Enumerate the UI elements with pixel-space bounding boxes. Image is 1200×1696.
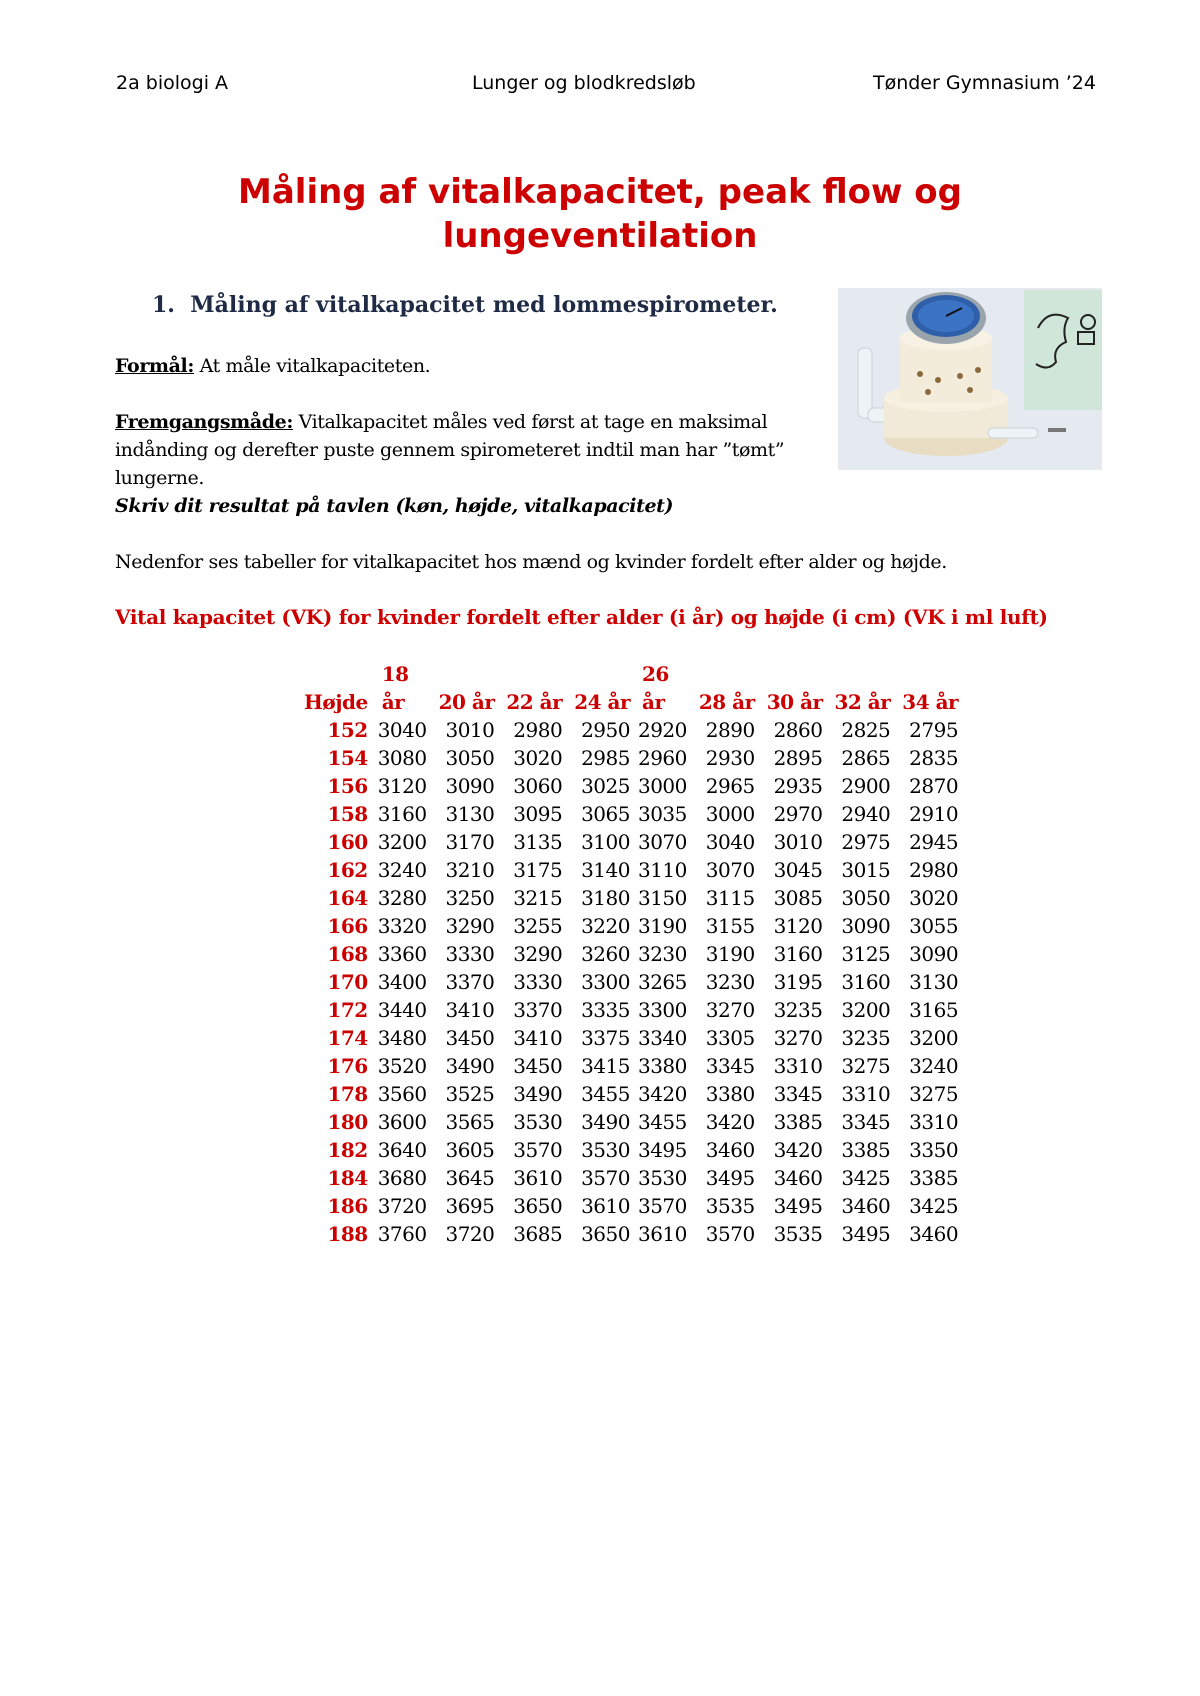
- purpose-text: At måle vitalkapaciteten.: [193, 355, 431, 377]
- table-cell: 3570: [637, 1194, 687, 1218]
- table-cell: 2980: [513, 718, 563, 742]
- table-cell: 3525: [445, 1082, 495, 1106]
- table-cell: 2985: [581, 746, 630, 770]
- table-cell: 2965: [705, 774, 755, 798]
- spirometer-photo: [838, 288, 1102, 470]
- table-cell: 3460: [841, 1194, 891, 1218]
- column-header-top: [767, 660, 823, 688]
- table-cell: 3370: [445, 970, 495, 994]
- table-cell: 2950: [581, 718, 630, 742]
- table-cell: 3455: [637, 1110, 687, 1134]
- table-cell: 3495: [705, 1166, 755, 1190]
- table-cell: 3310: [773, 1054, 823, 1078]
- table-cell: 3410: [513, 1026, 563, 1050]
- column-header-bottom: 24 år: [574, 690, 630, 714]
- row-height-label: 170: [327, 970, 368, 994]
- column-header: [431, 660, 499, 716]
- table-cell: 3320: [377, 914, 427, 938]
- table-cell: 3200: [841, 998, 891, 1022]
- table-cell: 3305: [705, 1026, 755, 1050]
- table-cell: 3190: [637, 914, 687, 938]
- table-cell: 3090: [841, 914, 891, 938]
- table-cell: 3380: [637, 1054, 687, 1078]
- table-cell: 3300: [581, 970, 630, 994]
- column-header-bottom: 30 år: [766, 690, 823, 714]
- table-row: [300, 1024, 962, 1052]
- table-cell: 3460: [705, 1138, 755, 1162]
- table-cell: 3235: [773, 998, 823, 1022]
- table-cell: 3455: [581, 1082, 630, 1106]
- table-cell: 3450: [513, 1054, 563, 1078]
- row-height-label: 160: [327, 830, 368, 854]
- table-cell: 3645: [445, 1166, 495, 1190]
- table-row: [300, 1164, 962, 1192]
- table-cell: 3385: [773, 1110, 823, 1134]
- row-height-label: 186: [327, 1194, 368, 1218]
- table-cell: 3460: [773, 1166, 823, 1190]
- table-cell: 2980: [909, 858, 959, 882]
- table-cell: 3095: [513, 802, 563, 826]
- table-cell: 3310: [841, 1082, 891, 1106]
- column-header: [826, 660, 894, 716]
- table-cell: 3490: [513, 1082, 563, 1106]
- table-cell: 3440: [377, 998, 427, 1022]
- table-cell: 3160: [841, 970, 891, 994]
- table-cell: 3190: [705, 942, 755, 966]
- table-cell: 3570: [581, 1166, 630, 1190]
- table-cell: 3055: [909, 914, 959, 938]
- column-header-bottom: 32 år: [834, 690, 891, 714]
- table-cell: 3010: [445, 718, 495, 742]
- procedure-paragraph: [115, 408, 784, 520]
- table-cell: 3220: [581, 914, 630, 938]
- table-cell: 2860: [773, 718, 823, 742]
- table-cell: 3450: [445, 1026, 495, 1050]
- table-cell: 3570: [705, 1222, 755, 1246]
- table-cell: 3460: [909, 1222, 959, 1246]
- table-row: [300, 996, 962, 1024]
- table-row: [300, 1080, 962, 1108]
- table-cell: 3050: [841, 886, 891, 910]
- table-cell: 3420: [773, 1138, 823, 1162]
- table-cell: 3230: [637, 942, 687, 966]
- table-cell: 3070: [705, 858, 755, 882]
- table-cell: 3380: [705, 1082, 755, 1106]
- table-cell: 3270: [773, 1026, 823, 1050]
- table-cell: 3200: [909, 1026, 959, 1050]
- table-cell: 2975: [841, 830, 891, 854]
- table-cell: 3640: [377, 1138, 427, 1162]
- table-cell: 3345: [841, 1110, 891, 1134]
- column-header: [498, 660, 566, 716]
- table-cell: 3060: [513, 774, 563, 798]
- table-cell: 3260: [581, 942, 630, 966]
- table-cell: 3025: [581, 774, 630, 798]
- table-cell: 3375: [581, 1026, 630, 1050]
- table-cell: 3115: [705, 886, 755, 910]
- table-cell: 2900: [841, 774, 891, 798]
- section-heading: [152, 292, 778, 318]
- row-height-label: 164: [327, 886, 368, 910]
- table-row: [300, 884, 962, 912]
- table-cell: 2795: [909, 718, 959, 742]
- table-cell: 3520: [377, 1054, 427, 1078]
- row-height-label: 154: [327, 746, 368, 770]
- table-cell: 2930: [705, 746, 755, 770]
- table-cell: 3110: [637, 858, 687, 882]
- procedure-line2: indånding og derefter puste gennem spirometeret indtil man har ”tømt”: [115, 439, 785, 461]
- header-topic: Lunger og blodkredsløb: [472, 72, 696, 94]
- table-cell: 3570: [513, 1138, 563, 1162]
- section-heading-text: Måling af vitalkapacitet med lommespirometer.: [190, 292, 778, 318]
- row-height-label: 180: [327, 1110, 368, 1134]
- table-cell: 3490: [445, 1054, 495, 1078]
- column-header-top: 26: [641, 662, 669, 686]
- table-cell: 2870: [909, 774, 959, 798]
- table-cell: 3610: [581, 1194, 630, 1218]
- table-header-row: [300, 660, 962, 716]
- table-cell: 3050: [445, 746, 495, 770]
- table-title: Vital kapacitet (VK) for kvinder fordelt efter alder (i år) og højde (i cm) (VK i ml luft): [115, 605, 1048, 629]
- table-cell: 2890: [705, 718, 755, 742]
- table-cell: 3265: [637, 970, 687, 994]
- column-header-top: [834, 660, 890, 688]
- table-row: [300, 940, 962, 968]
- table-cell: 3010: [773, 830, 823, 854]
- table-cell: 2935: [773, 774, 823, 798]
- table-row: [300, 968, 962, 996]
- row-height-label: 174: [327, 1026, 368, 1050]
- table-row: [300, 828, 962, 856]
- header-school: Tønder Gymnasium ’24: [872, 72, 1096, 94]
- table-cell: 3600: [377, 1110, 427, 1134]
- table-cell: 3335: [581, 998, 630, 1022]
- table-cell: 3000: [637, 774, 687, 798]
- table-cell: 3410: [445, 998, 495, 1022]
- table-cell: 3275: [841, 1054, 891, 1078]
- table-cell: 3080: [377, 746, 427, 770]
- table-cell: 3310: [909, 1110, 959, 1134]
- table-cell: 3240: [377, 858, 427, 882]
- row-height-label: 158: [327, 802, 368, 826]
- table-cell: 2970: [773, 802, 823, 826]
- table-cell: 3420: [705, 1110, 755, 1134]
- column-header-bottom: 20 år: [438, 690, 495, 714]
- table-cell: 3250: [445, 886, 495, 910]
- purpose-label: Formål:: [115, 355, 194, 377]
- table-cell: 3175: [513, 858, 563, 882]
- table-cell: 3720: [445, 1222, 495, 1246]
- table-cell: 3160: [773, 942, 823, 966]
- row-height-label: 152: [327, 718, 368, 742]
- table-cell: 3130: [909, 970, 959, 994]
- procedure-label: Fremgangsmåde:: [115, 411, 293, 433]
- table-cell: 3695: [445, 1194, 495, 1218]
- table-row: [300, 1136, 962, 1164]
- table-cell: 3040: [705, 830, 755, 854]
- table-cell: 3530: [581, 1138, 630, 1162]
- table-cell: 3420: [637, 1082, 687, 1106]
- table-cell: 3180: [581, 886, 630, 910]
- table-cell: 3040: [377, 718, 427, 742]
- table-cell: 3140: [581, 858, 630, 882]
- table-cell: 3280: [377, 886, 427, 910]
- table-cell: 3495: [841, 1222, 891, 1246]
- table-cell: 3330: [445, 942, 495, 966]
- table-cell: 3360: [377, 942, 427, 966]
- table-row: [300, 800, 962, 828]
- table-cell: 3000: [705, 802, 755, 826]
- table-cell: 3565: [445, 1110, 495, 1134]
- column-header: [566, 660, 634, 716]
- table-cell: 3090: [909, 942, 959, 966]
- table-cell: 3035: [637, 802, 687, 826]
- table-cell: 3130: [445, 802, 495, 826]
- table-cell: 3200: [377, 830, 427, 854]
- column-header: [691, 660, 759, 716]
- table-cell: 3400: [377, 970, 427, 994]
- table-cell: 3230: [705, 970, 755, 994]
- table-cell: 3020: [909, 886, 959, 910]
- page-title: [150, 170, 1050, 258]
- table-cell: 2910: [909, 802, 959, 826]
- table-cell: 2895: [773, 746, 823, 770]
- table-cell: 3235: [841, 1026, 891, 1050]
- table-cell: 3650: [513, 1194, 563, 1218]
- table-cell: 3415: [581, 1054, 630, 1078]
- table-cell: 3070: [637, 830, 687, 854]
- row-height-label: 182: [327, 1138, 368, 1162]
- column-header-bottom: 28 år: [698, 690, 755, 714]
- table-cell: 3425: [841, 1166, 891, 1190]
- column-header-top: [699, 660, 755, 688]
- purpose-paragraph: [115, 352, 430, 380]
- table-cell: 3100: [581, 830, 630, 854]
- column-header-top: [574, 660, 630, 688]
- row-height-label: 172: [327, 998, 368, 1022]
- table-cell: 3685: [513, 1222, 563, 1246]
- table-cell: 3290: [445, 914, 495, 938]
- section-number: 1.: [152, 292, 175, 318]
- table-cell: 3610: [637, 1222, 687, 1246]
- table-cell: 3300: [637, 998, 687, 1022]
- column-header: [374, 660, 431, 716]
- column-header-bottom: år: [381, 690, 405, 714]
- table-cell: 3480: [377, 1026, 427, 1050]
- table-cell: 3165: [909, 998, 959, 1022]
- row-height-label: 166: [327, 914, 368, 938]
- table-cell: 3345: [705, 1054, 755, 1078]
- table-row: [300, 1192, 962, 1220]
- row-height-label: 178: [327, 1082, 368, 1106]
- table-cell: 3195: [773, 970, 823, 994]
- table-cell: 3530: [513, 1110, 563, 1134]
- table-cell: 3240: [909, 1054, 959, 1078]
- table-cell: 3495: [637, 1138, 687, 1162]
- table-cell: 3160: [377, 802, 427, 826]
- procedure-instruction: Skriv dit resultat på tavlen (køn, højde, vitalkapacitet): [115, 495, 674, 517]
- table-cell: 3530: [637, 1166, 687, 1190]
- table-cell: 3760: [377, 1222, 427, 1246]
- row-height-label: 188: [327, 1222, 368, 1246]
- table-cell: 3340: [637, 1026, 687, 1050]
- table-cell: 3345: [773, 1082, 823, 1106]
- table-cell: 3385: [909, 1166, 959, 1190]
- vital-capacity-table: [300, 660, 962, 1248]
- column-header-bottom: 22 år: [506, 690, 563, 714]
- table-row: [300, 1220, 962, 1248]
- table-cell: 3125: [841, 942, 891, 966]
- column-header-top: [506, 660, 562, 688]
- page-title-line1: Måling af vitalkapacitet, peak flow og: [238, 172, 962, 212]
- page-header: [116, 72, 1096, 102]
- table-cell: 3215: [513, 886, 563, 910]
- table-row: [300, 772, 962, 800]
- table-cell: 3610: [513, 1166, 563, 1190]
- table-cell: 3120: [773, 914, 823, 938]
- table-cell: 3275: [909, 1082, 959, 1106]
- table-cell: 3085: [773, 886, 823, 910]
- table-cell: 3045: [773, 858, 823, 882]
- row-height-label: 184: [327, 1166, 368, 1190]
- table-cell: 3120: [377, 774, 427, 798]
- page-title-line2: lungeventilation: [442, 216, 758, 256]
- table-cell: 3425: [909, 1194, 959, 1218]
- table-cell: 3270: [705, 998, 755, 1022]
- table-cell: 3605: [445, 1138, 495, 1162]
- column-header: [759, 660, 827, 716]
- header-course: 2a biologi A: [116, 72, 229, 94]
- table-cell: 2920: [637, 718, 687, 742]
- table-cell: 3150: [637, 886, 687, 910]
- table-row: [300, 856, 962, 884]
- column-header: [894, 660, 962, 716]
- table-cell: 2825: [841, 718, 891, 742]
- row-height-label: 168: [327, 942, 368, 966]
- table-cell: 3535: [705, 1194, 755, 1218]
- table-cell: 3210: [445, 858, 495, 882]
- table-cell: 3495: [773, 1194, 823, 1218]
- row-height-label: 156: [327, 774, 368, 798]
- table-row: [300, 1108, 962, 1136]
- table-cell: 3135: [513, 830, 563, 854]
- table-cell: 3170: [445, 830, 495, 854]
- procedure-line1: Vitalkapacitet måles ved først at tage en maksimal: [292, 411, 768, 433]
- table-cell: 2940: [841, 802, 891, 826]
- column-header-bottom: 34 år: [902, 690, 959, 714]
- row-height-label: 162: [327, 858, 368, 882]
- table-row: [300, 912, 962, 940]
- table-cell: 2865: [841, 746, 891, 770]
- table-cell: 2835: [909, 746, 959, 770]
- column-header-top: [902, 660, 958, 688]
- table-cell: 3720: [377, 1194, 427, 1218]
- table-cell: 3370: [513, 998, 563, 1022]
- table-cell: 2960: [637, 746, 687, 770]
- table-cell: 3650: [581, 1222, 630, 1246]
- table-cell: 3385: [841, 1138, 891, 1162]
- column-header-top: 18: [381, 662, 409, 686]
- table-cell: 3255: [513, 914, 563, 938]
- table-cell: 3155: [705, 914, 755, 938]
- table-cell: 3090: [445, 774, 495, 798]
- row-height-label: 176: [327, 1054, 368, 1078]
- intro-paragraph: Nedenfor ses tabeller for vitalkapacitet hos mænd og kvinder fordelt efter alder og højde.: [115, 551, 947, 573]
- table-cell: 3290: [513, 942, 563, 966]
- table-cell: 3015: [841, 858, 891, 882]
- table-row: [300, 744, 962, 772]
- table-cell: 3490: [581, 1110, 630, 1134]
- table-cell: 3680: [377, 1166, 427, 1190]
- table-cell: 3350: [909, 1138, 959, 1162]
- column-header: [634, 660, 691, 716]
- table-cell: 3560: [377, 1082, 427, 1106]
- table-row: [300, 716, 962, 744]
- table-cell: 3535: [773, 1222, 823, 1246]
- column-header-bottom: år: [641, 690, 665, 714]
- table-cell: 3065: [581, 802, 630, 826]
- column-header-height: Højde: [304, 690, 368, 714]
- table-row: [300, 1052, 962, 1080]
- table-cell: 2945: [909, 830, 959, 854]
- column-header-top: [439, 660, 495, 688]
- table-cell: 3020: [513, 746, 563, 770]
- procedure-line3: lungerne.: [115, 467, 204, 489]
- table-cell: 3330: [513, 970, 563, 994]
